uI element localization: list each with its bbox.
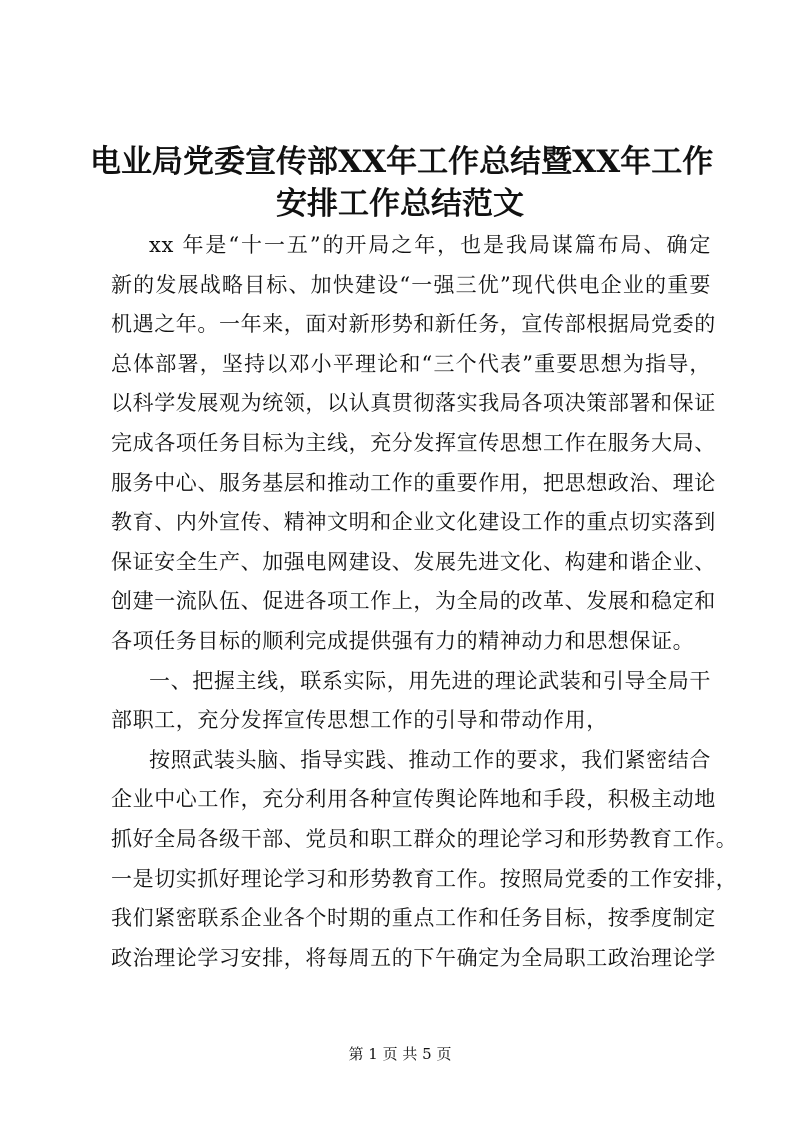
page-number-footer: 第 1 页 共 5 页	[348, 1045, 452, 1063]
body-line: 服务中心、服务基层和推动工作的重要作用，把思想政治、理论	[111, 470, 716, 495]
document-title-line-1: 电业局党委宣传部XX年工作总结暨XX年工作	[90, 144, 714, 180]
section-heading-line: 一、把握主线，联系实际，用先进的理论武装和引导全局干	[149, 668, 711, 693]
body-line: 我们紧密联系企业各个时期的重点工作和任务目标，按季度制定	[111, 906, 716, 931]
body-line: 一是切实抓好理论学习和形势教育工作。按照局党委的工作安排，	[111, 866, 738, 891]
body-line: 教育、内外宣传、精神文明和企业文化建设工作的重点切实落到	[111, 510, 716, 535]
body-line: 以科学发展观为统领，以认真贯彻落实我局各项决策部署和保证	[111, 391, 716, 416]
body-line: 完成各项任务目标为主线，充分发挥宣传思想工作在服务大局、	[111, 430, 716, 455]
body-line: 新的发展战略目标、加快建设“一强三优”现代供电企业的重要	[111, 272, 711, 297]
body-line: 政治理论学习安排，将每周五的下午确定为全局职工政治理论学	[111, 945, 716, 970]
document-body	[111, 226, 738, 978]
body-line: 保证安全生产、加强电网建设、发展先进文化、构建和谐企业、	[111, 549, 716, 574]
document-title-line-2: 安排工作总结范文	[276, 186, 524, 222]
body-line: 企业中心工作，充分利用各种宣传舆论阵地和手段，积极主动地	[111, 787, 716, 812]
body-line: 各项任务目标的顺利完成提供强有力的精神动力和思想保证。	[111, 628, 695, 653]
body-line: 按照武装头脑、指导实践、推动工作的要求，我们紧密结合	[149, 747, 711, 772]
body-line: xx 年是“十一五”的开局之年，也是我局谋篇布局、确定	[149, 233, 711, 257]
body-line: 抓好全局各级干部、党员和职工群众的理论学习和形势教育工作。	[111, 826, 738, 851]
section-heading-line: 部职工，充分发挥宣传思想工作的引导和带动作用，	[111, 708, 608, 733]
body-line: 创建一流队伍、促进各项工作上，为全局的改革、发展和稳定和	[111, 589, 716, 614]
body-line: 机遇之年。一年来，面对新形势和新任务，宣传部根据局党委的	[111, 312, 716, 337]
body-line: 总体部署，坚持以邓小平理论和“三个代表”重要思想为指导，	[111, 351, 711, 376]
